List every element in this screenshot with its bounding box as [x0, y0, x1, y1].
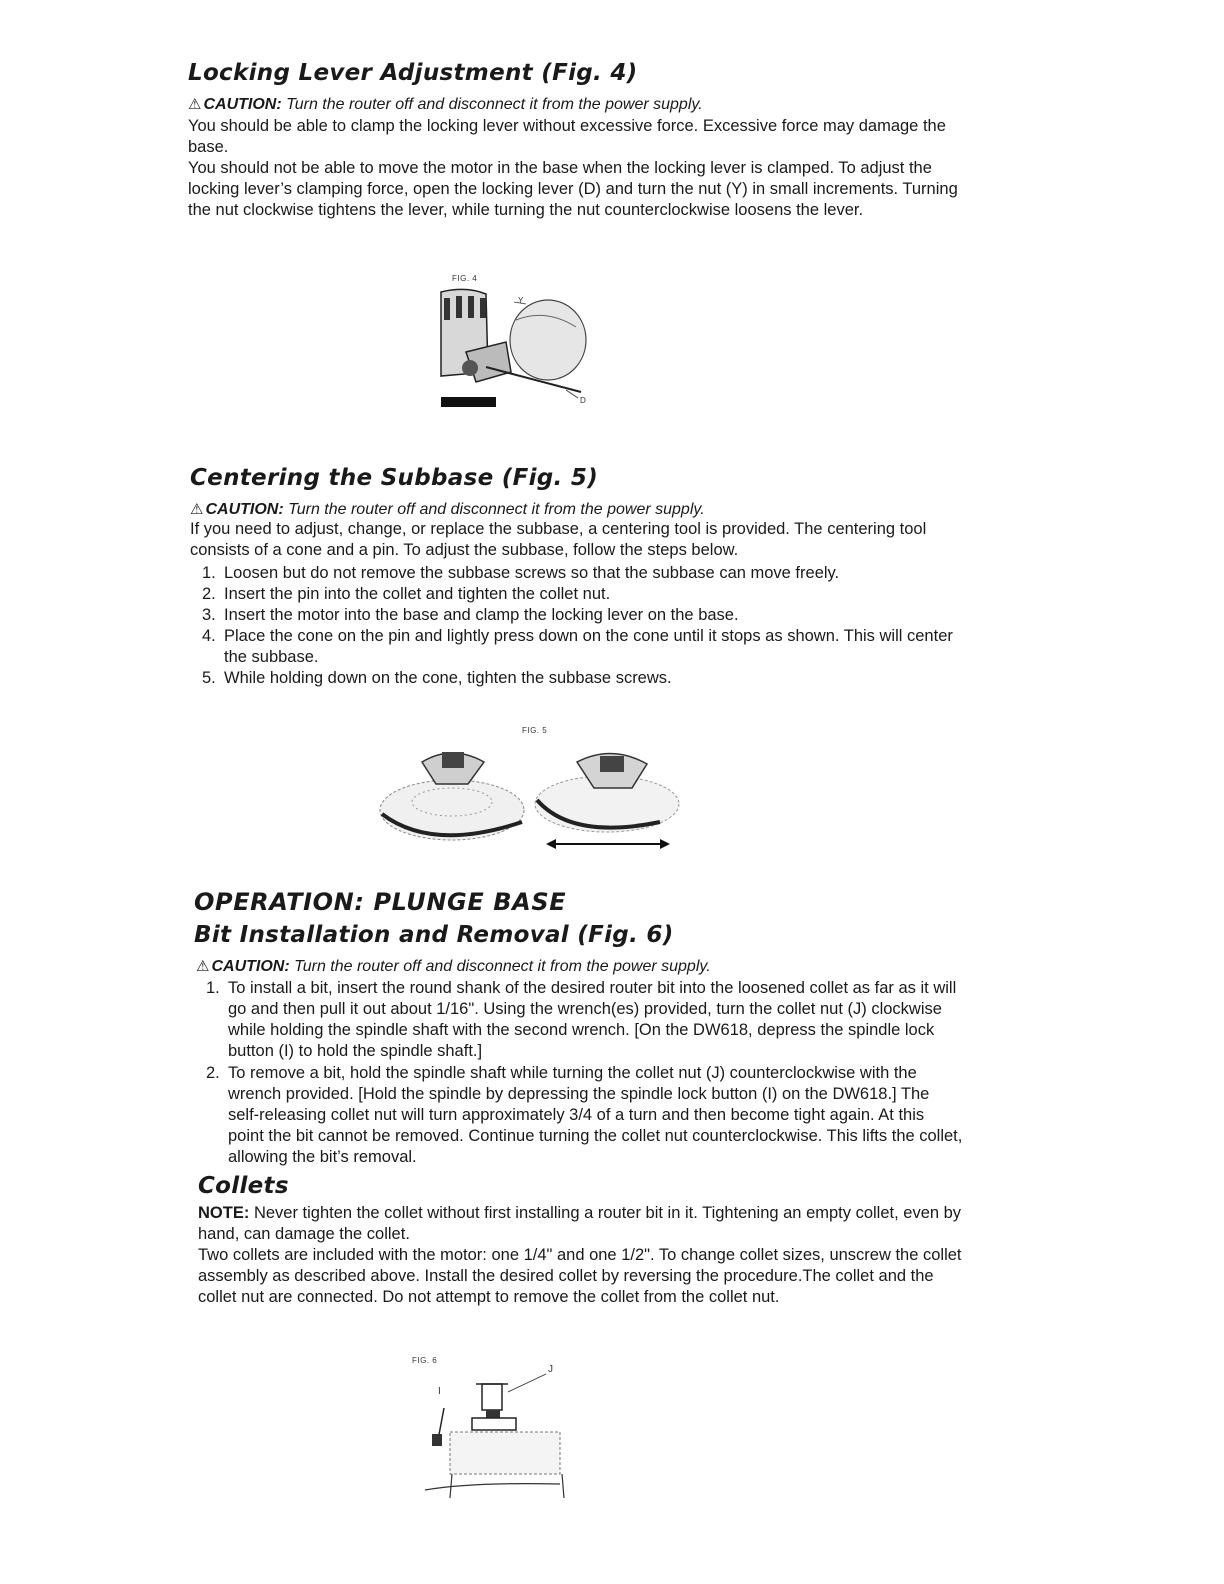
- step-text: Loosen but do not remove the subbase screws so that the subbase can move freely.: [224, 564, 840, 582]
- note-collets: [198, 1203, 966, 1245]
- step-text: Place the cone on the pin and lightly press down on the cone until it stops as shown. This will center the subbase.: [224, 627, 953, 666]
- callout-i: I: [438, 1386, 442, 1397]
- figure-label: FIG. 5: [522, 726, 548, 735]
- figure-label: FIG. 4: [452, 274, 478, 283]
- note-text: Never tighten the collet without first installing a router bit in it. Tightening an empty collet, even by hand, can damage the collet.: [198, 1204, 962, 1243]
- step-number: 2.: [206, 1064, 220, 1082]
- list-item: [202, 563, 962, 584]
- list-item: [202, 584, 962, 605]
- warning-triangle-icon: ⚠: [190, 501, 204, 518]
- caution-label: CAUTION:: [203, 96, 282, 113]
- warning-triangle-icon: ⚠: [188, 96, 202, 113]
- list-item: [202, 668, 962, 689]
- step-number: 4.: [202, 627, 216, 645]
- caution-text: Turn the router off and disconnect it from the power supply.: [286, 96, 703, 113]
- warning-triangle-icon: ⚠: [196, 958, 210, 975]
- step-text: While holding down on the cone, tighten the subbase screws.: [224, 669, 672, 687]
- step-number: 1.: [202, 564, 216, 582]
- figure-label: FIG. 6: [412, 1356, 438, 1365]
- paragraph-clamp-force: You should be able to clamp the locking lever without excessive force. Excessive force may damage the base.: [188, 117, 946, 156]
- note-label: NOTE:: [198, 1204, 250, 1222]
- subbase-centering-illustration: [372, 722, 692, 862]
- list-item: [202, 605, 962, 626]
- paragraph-adjust-nut: You should not be able to move the motor in the base when the locking lever is clamped. To adjust the locking lever’s clamping force, open the locking lever (D) and turn the nut (Y) in small increments. Turning the nut clockwise tightens the lever, while turning the nut counterclockwise loosens the lever.: [188, 159, 958, 219]
- callout-j: J: [548, 1364, 554, 1375]
- caution-line-centering: [190, 500, 705, 519]
- step-number: 1.: [206, 979, 220, 997]
- list-item: [206, 1063, 964, 1168]
- caution-text: Turn the router off and disconnect it from the power supply.: [288, 501, 705, 518]
- list-item: [202, 626, 962, 668]
- step-number: 5.: [202, 669, 216, 687]
- collet-nut-illustration: [410, 1352, 580, 1507]
- step-text: To install a bit, insert the round shank of the desired router bit into the loosened collet as far as it will go and then pull it out about 1/16". Using the wrench(es) provided, turn the collet nut (J) clockwise while holding the spindle shaft with the second wrench. [On the DW618, depress the spindle lock button (I) to hold the spindle shaft.]: [228, 979, 957, 1060]
- figure-5: [372, 722, 692, 862]
- centering-steps-list: [202, 563, 962, 689]
- callout-d: D: [580, 396, 587, 405]
- step-number: 2.: [202, 585, 216, 603]
- caution-label: CAUTION:: [205, 501, 284, 518]
- figure-4: [436, 272, 606, 417]
- step-text: Insert the motor into the base and clamp the locking lever on the base.: [224, 606, 739, 624]
- caution-line-bit: [196, 957, 711, 976]
- bit-steps-list: [206, 978, 964, 1168]
- caution-line-locking: [188, 95, 703, 114]
- paragraph-centering-intro: If you need to adjust, change, or replace the subbase, a centering tool is provided. The centering tool consists of a cone and a pin. To adjust the subbase, follow the steps below.: [190, 520, 927, 559]
- callout-y: Y: [518, 296, 524, 305]
- heading-operation-plunge-base: OPERATION: PLUNGE BASE: [194, 888, 567, 916]
- paragraph-collet-sizes: Two collets are included with the motor: one 1/4" and one 1/2". To change collet sizes, unscrew the collet assembly as described above. Install the desired collet by reversing the procedure.The collet and the collet nut are connected. Do not attempt to remove the collet from the collet nut.: [198, 1246, 962, 1306]
- caution-label: CAUTION:: [211, 958, 290, 975]
- heading-centering-subbase: Centering the Subbase (Fig. 5): [190, 465, 599, 491]
- heading-locking-lever: Locking Lever Adjustment (Fig. 4): [188, 60, 638, 86]
- step-text: To remove a bit, hold the spindle shaft while turning the collet nut (J) counterclockwise with the wrench provided. [Hold the spindle by depressing the spindle lock button (I) on the DW618.] The self-releasing collet nut will turn approximately 3/4 of a turn and then become tight again. At this point the bit cannot be removed. Continue turning the collet nut counterclockwise. This lifts the collet, allowing the bit’s removal.: [228, 1064, 963, 1166]
- heading-collets: Collets: [198, 1173, 289, 1199]
- list-item: [206, 978, 964, 1062]
- caution-text: Turn the router off and disconnect it from the power supply.: [294, 958, 711, 975]
- figure-6: [410, 1352, 580, 1507]
- step-number: 3.: [202, 606, 216, 624]
- step-text: Insert the pin into the collet and tighten the collet nut.: [224, 585, 611, 603]
- heading-bit-installation: Bit Installation and Removal (Fig. 6): [194, 922, 674, 948]
